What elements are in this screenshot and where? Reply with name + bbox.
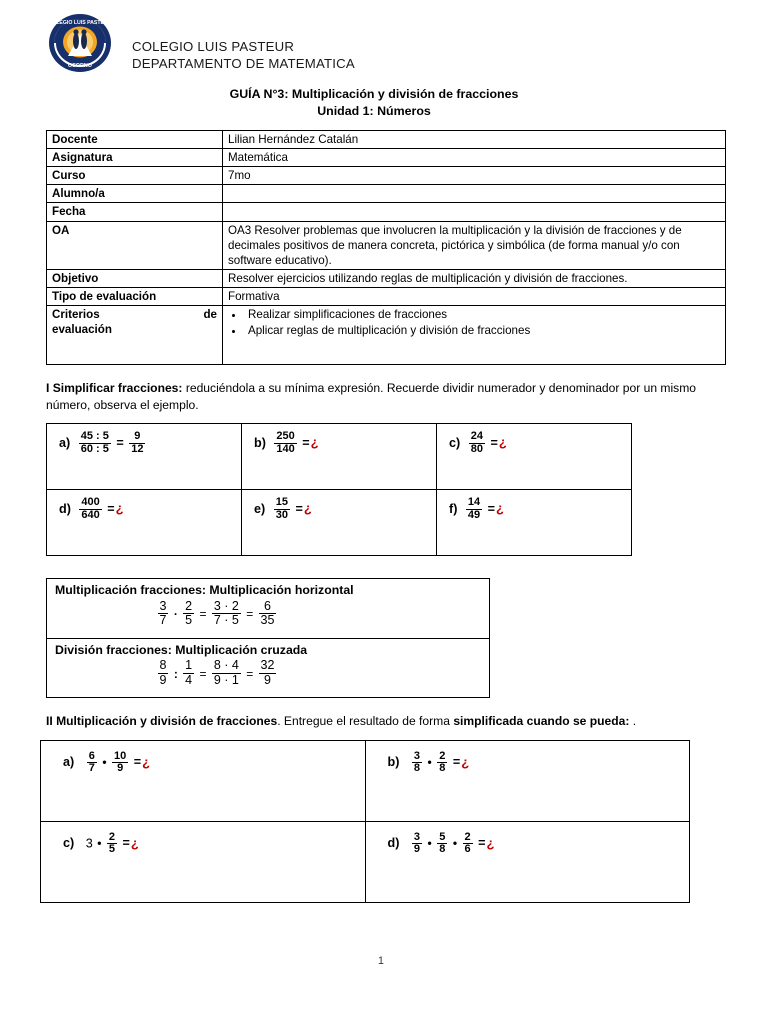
- equals-sign: =: [302, 435, 310, 450]
- integer-term: 3: [85, 835, 93, 850]
- operator-dot: •: [97, 835, 102, 850]
- exercise-letter: d): [59, 501, 71, 516]
- table-row: [41, 740, 690, 821]
- fraction-2c-1: $\frac{2}{5}$: [108, 830, 116, 856]
- exercise-letter: d): [387, 835, 400, 850]
- course-info-table: [46, 130, 726, 365]
- unknown-answer: ¿: [486, 834, 495, 850]
- info-value-criterios: [223, 305, 726, 364]
- info-label-oa: OA: [47, 221, 223, 269]
- fraction-b: $\frac{250}{140}$: [276, 430, 295, 456]
- criteria-list: [228, 307, 720, 340]
- section2-intro: [46, 713, 734, 730]
- equals-sign: =: [246, 607, 254, 622]
- unknown-answer: ¿: [461, 753, 470, 769]
- exercise-letter: a): [63, 754, 75, 769]
- fraction-a: $\frac{45 : 5}{60 : 5}$: [80, 430, 109, 456]
- guide-title-line2: Unidad 1: Números: [317, 104, 431, 119]
- exercise-cell-c[interactable]: [437, 424, 632, 490]
- section2-heading: II Multiplicación y división de fracciones: [46, 714, 278, 729]
- fraction-mult-a: $\frac{3}{7}$: [159, 598, 167, 628]
- table-row: [47, 185, 726, 203]
- simplify-exercises-table: [46, 423, 632, 556]
- exercise-letter: a): [59, 435, 71, 450]
- crest-bottom-text: OSORNO: [68, 63, 92, 69]
- fraction-2d-1: $\frac{3}{9}$: [413, 830, 421, 856]
- info-value-objetivo: Resolver ejercicios utilizando reglas de multiplicación y división de fracciones.: [223, 269, 726, 287]
- info-value-tipo-evaluacion: Formativa: [223, 287, 726, 305]
- info-value-docente: Lilian Hernández Catalán: [223, 131, 726, 149]
- table-row: [47, 269, 726, 287]
- exercise2-cell-c[interactable]: [41, 821, 366, 902]
- exercise-letter: c): [449, 435, 461, 450]
- exercise-cell-a[interactable]: [47, 424, 242, 490]
- school-name-block: [132, 38, 355, 72]
- section2-text-end: .: [629, 714, 637, 729]
- info-label-objetivo: Objetivo: [47, 269, 223, 287]
- unknown-answer: ¿: [303, 500, 312, 516]
- operator-dot: •: [427, 754, 432, 769]
- equals-sign: =: [295, 501, 303, 516]
- equals-sign: =: [116, 435, 124, 450]
- equals-sign: =: [133, 754, 142, 769]
- fraction-a-result: $\frac{9}{12}$: [131, 430, 144, 456]
- list-item: • Aplicar reglas de multiplicación y división de fracciones: [245, 323, 720, 339]
- division-rule-cell: [47, 638, 490, 698]
- section2-bold-tail: simplificada cuando se pueda:: [453, 714, 630, 729]
- info-value-asignatura: Matemática: [223, 149, 726, 167]
- rules-box-table: [46, 578, 490, 698]
- fraction-div-b: $\frac{1}{4}$: [185, 658, 193, 687]
- info-label-curso: Curso: [47, 167, 223, 185]
- exercise-cell-e[interactable]: [242, 490, 437, 556]
- criterios-label-line1: Criterios de: [52, 307, 217, 321]
- fraction-2d-2: $\frac{5}{8}$: [439, 830, 446, 856]
- multiplication-rule-cell: [47, 579, 490, 639]
- equals-sign: =: [452, 754, 461, 769]
- fraction-mult-b: $\frac{2}{5}$: [185, 598, 193, 628]
- exercise2-cell-a[interactable]: [41, 740, 366, 821]
- info-label-fecha: Fecha: [47, 203, 223, 221]
- equals-sign: =: [246, 666, 254, 681]
- guide-title-line1: GUÍA N°3: Multiplicación y división de fracciones: [229, 87, 519, 101]
- info-label-criterios: [47, 305, 223, 364]
- equals-sign: =: [122, 835, 130, 850]
- table-row: [47, 638, 490, 698]
- fraction-mult-mid: $\frac{3 \cdot 2}{7 \cdot 5}$: [213, 598, 239, 628]
- multiplication-rule-equation: [55, 600, 489, 628]
- equals-sign: =: [478, 835, 486, 850]
- division-rule-equation: [55, 659, 489, 687]
- fraction-2b-1: $\frac{3}{8}$: [413, 749, 421, 775]
- info-label-alumno: Alumno/a: [47, 185, 223, 203]
- operator-dot: •: [452, 835, 458, 850]
- operator-dot: •: [102, 754, 107, 769]
- exercise2-cell-d[interactable]: [365, 821, 690, 902]
- info-value-curso: 7mo: [223, 167, 726, 185]
- info-label-docente: Docente: [47, 131, 223, 149]
- multiplication-rule-title: Multiplicación fracciones: Multiplicación horizontal: [55, 583, 354, 598]
- table-row: [47, 287, 726, 305]
- fraction-2b-2: $\frac{2}{8}$: [439, 749, 446, 775]
- table-row: [47, 579, 490, 639]
- equals-sign: =: [487, 501, 495, 516]
- exercise-letter: c): [63, 835, 75, 850]
- section1-heading: I Simplificar fracciones:: [46, 380, 183, 395]
- fraction-2a-2: $\frac{10}{9}$: [114, 749, 127, 775]
- guide-title: [0, 86, 768, 120]
- fraction-d: $\frac{400}{640}$: [81, 496, 100, 522]
- table-row: [47, 305, 726, 364]
- exercise-cell-b[interactable]: [242, 424, 437, 490]
- fraction-div-a: $\frac{8}{9}$: [159, 658, 167, 687]
- division-rule-title: División fracciones: Multiplicación cruzada: [55, 642, 308, 657]
- operator-dot: ·: [173, 607, 178, 622]
- exercise-cell-d[interactable]: [47, 490, 242, 556]
- table-row: [47, 149, 726, 167]
- fraction-2d-3: $\frac{2}{6}$: [464, 830, 471, 856]
- page-footer: [0, 955, 768, 967]
- exercise-letter: e): [254, 501, 266, 516]
- info-label-asignatura: Asignatura: [47, 149, 223, 167]
- unknown-answer: ¿: [498, 434, 507, 450]
- exercise-cell-f[interactable]: [437, 490, 632, 556]
- exercise-letter: b): [387, 754, 400, 769]
- table-row: [47, 167, 726, 185]
- operator-colon: :: [173, 666, 178, 681]
- section1-intro: [46, 380, 734, 414]
- crest-top-text: COLEGIO LUIS PASTEUR: [48, 20, 112, 26]
- info-value-alumno[interactable]: [223, 185, 726, 203]
- document-header: [0, 0, 768, 74]
- unknown-answer: ¿: [130, 834, 139, 850]
- equals-sign: =: [199, 666, 207, 681]
- section1-text: reduciéndola a su mínima expresión. Recuerde dividir numerador y denominador por un mismo número, observa el ejemplo.: [46, 380, 697, 413]
- unknown-answer: ¿: [142, 753, 151, 769]
- equals-sign: =: [490, 435, 498, 450]
- info-label-tipo-evaluacion: Tipo de evaluación: [47, 287, 223, 305]
- table-row: [47, 203, 726, 221]
- fraction-div-result: $\frac{32}{9}$: [260, 658, 275, 687]
- table-row: [47, 221, 726, 269]
- fraction-c: $\frac{24}{80}$: [470, 430, 483, 456]
- exercise2-cell-b[interactable]: [365, 740, 690, 821]
- equals-sign: =: [199, 607, 207, 622]
- operator-dot: •: [427, 835, 432, 850]
- table-row: [47, 490, 632, 556]
- fraction-div-mid: $\frac{8 \cdot 4}{9 \cdot 1}$: [213, 658, 239, 687]
- exercise-letter: f): [449, 501, 458, 516]
- list-item: • Realizar simplificaciones de fracciones: [245, 307, 720, 323]
- fraction-e: $\frac{15}{30}$: [275, 496, 288, 522]
- table-row: [41, 821, 690, 902]
- page-number: 1: [378, 955, 384, 967]
- table-row: [47, 424, 632, 490]
- school-name-line1: COLEGIO LUIS PASTEUR: [132, 39, 295, 54]
- school-crest-svg: [46, 12, 114, 74]
- info-value-oa: OA3 Resolver problemas que involucren la multiplicación y la división de fracciones y de decimales positivos de manera concreta, pictórica y simbólica (de forma manual y/o con software educativo).: [223, 221, 726, 269]
- unknown-answer: ¿: [115, 500, 124, 516]
- school-crest-logo: [46, 12, 114, 74]
- exercise-letter: b): [254, 435, 266, 450]
- info-value-fecha[interactable]: [223, 203, 726, 221]
- criterios-label-line2: evaluación: [52, 322, 112, 336]
- multiply-divide-exercises-table: [40, 740, 690, 903]
- section2-text-mid: . Entregue el resultado de forma: [277, 714, 454, 729]
- fraction-f: $\frac{14}{49}$: [467, 496, 481, 522]
- table-row: [47, 131, 726, 149]
- fraction-mult-result: $\frac{6}{35}$: [260, 598, 275, 628]
- school-name-line2: DEPARTAMENTO DE MATEMATICA: [132, 56, 355, 72]
- unknown-answer: ¿: [310, 434, 319, 450]
- equals-sign: =: [107, 501, 115, 516]
- unknown-answer: ¿: [496, 500, 504, 516]
- fraction-2a-1: $\frac{6}{7}$: [88, 749, 95, 775]
